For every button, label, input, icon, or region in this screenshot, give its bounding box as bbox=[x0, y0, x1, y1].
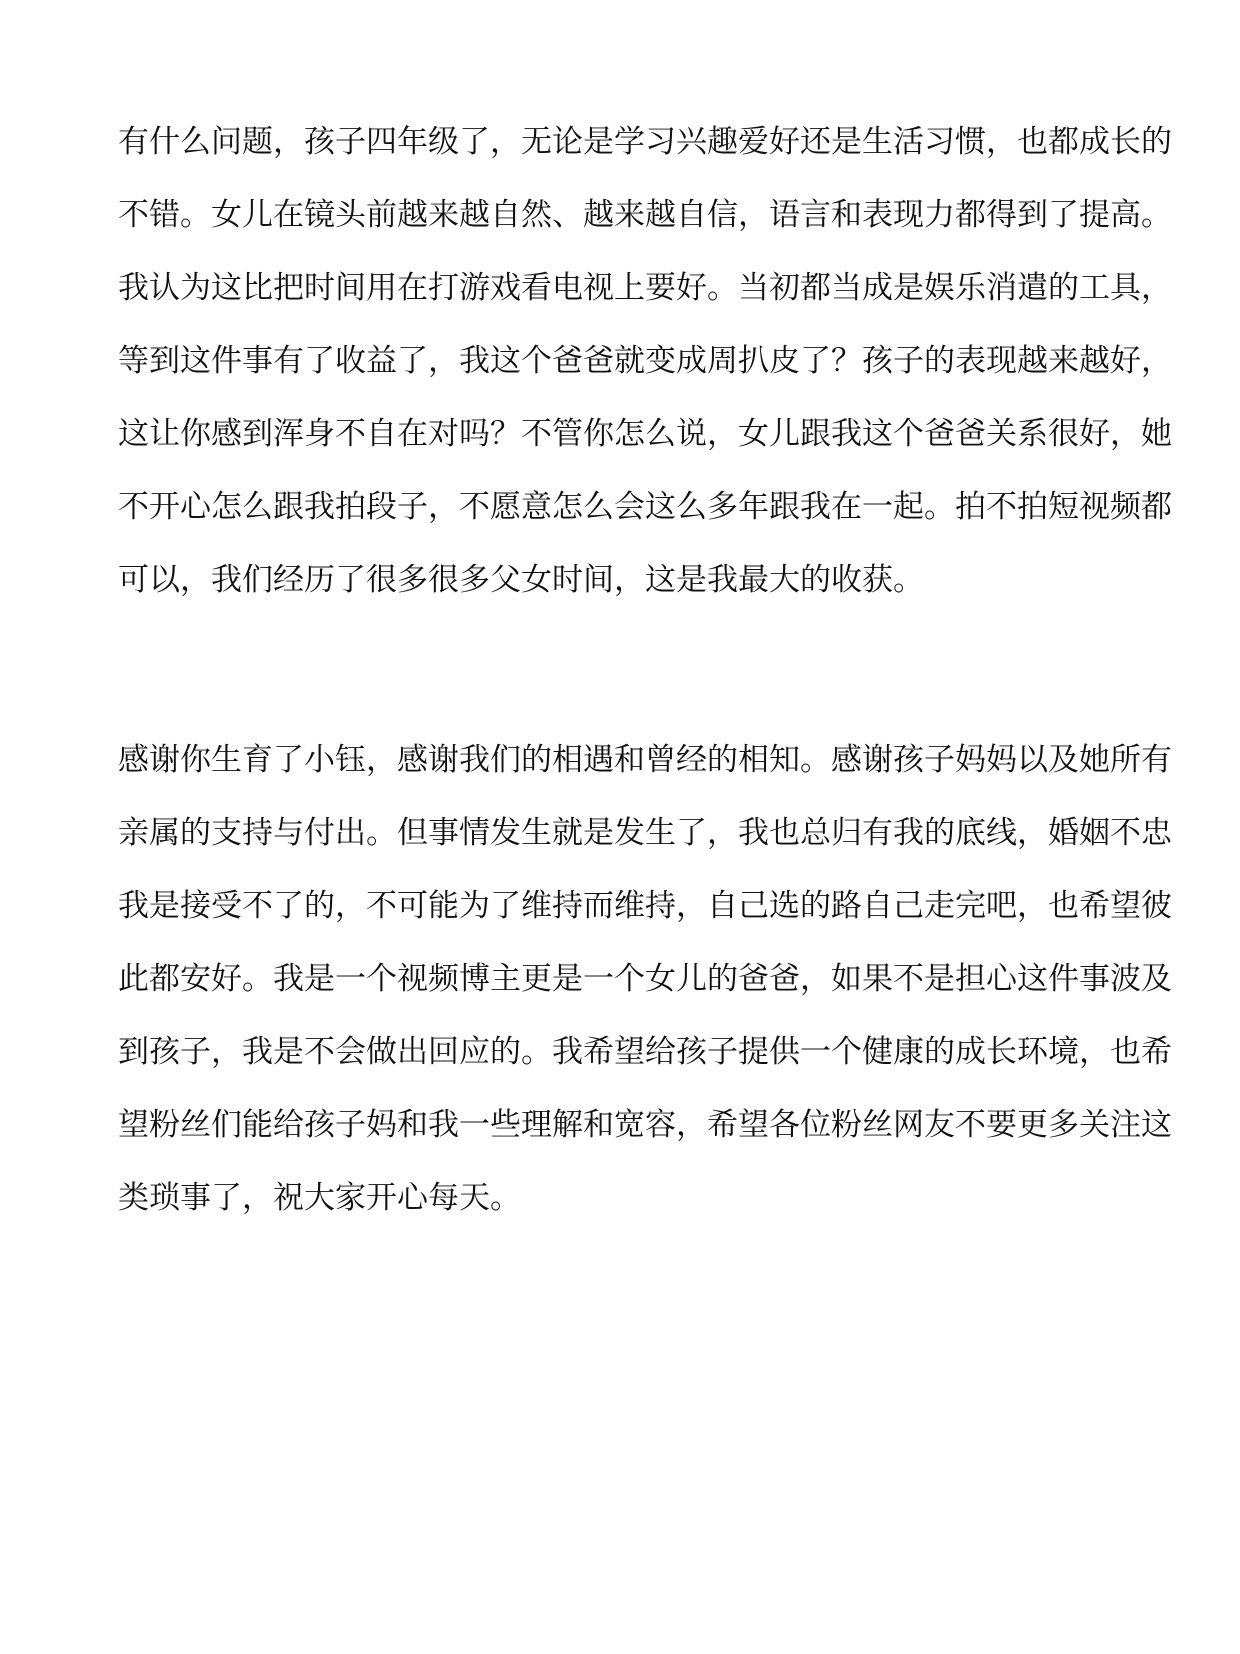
paragraph-line: 亲属的支持与付出。但事情发生就是发生了，我也总归有我的底线，婚姻不忠 bbox=[118, 815, 1172, 851]
paragraph-line: 类琐事了，祝大家开心每天。 bbox=[118, 1180, 521, 1216]
paragraph-line: 此都安好。我是一个视频博主更是一个女儿的爸爸，如果不是担心这件事波及 bbox=[118, 961, 1172, 997]
paragraph-1 bbox=[118, 106, 1172, 617]
paragraph-line: 不错。女儿在镜头前越来越自然、越来越自信，语言和表现力都得到了提高。 bbox=[118, 197, 1172, 233]
paragraph-line: 我认为这比把时间用在打游戏看电视上要好。当初都当成是娱乐消遣的工具， bbox=[118, 270, 1172, 306]
paragraph-line: 这让你感到浑身不自在对吗？不管你怎么说，女儿跟我这个爸爸关系很好，她 bbox=[118, 416, 1172, 452]
paragraph-line: 可以，我们经历了很多很多父女时间，这是我最大的收获。 bbox=[118, 562, 924, 598]
paragraph-line: 到孩子，我是不会做出回应的。我希望给孩子提供一个健康的成长环境，也希 bbox=[118, 1034, 1172, 1070]
paragraph-line: 我是接受不了的，不可能为了维持而维持，自己选的路自己走完吧，也希望彼 bbox=[118, 888, 1172, 924]
paragraph-line: 不开心怎么跟我拍段子，不愿意怎么会这么多年跟我在一起。拍不拍短视频都 bbox=[118, 489, 1172, 525]
paragraph-2 bbox=[118, 724, 1172, 1235]
paragraph-line: 有什么问题，孩子四年级了，无论是学习兴趣爱好还是生活习惯，也都成长的 bbox=[118, 124, 1172, 160]
paragraph-line: 等到这件事有了收益了，我这个爸爸就变成周扒皮了？孩子的表现越来越好， bbox=[118, 343, 1172, 379]
paragraph-line: 感谢你生育了小钰，感谢我们的相遇和曾经的相知。感谢孩子妈妈以及她所有 bbox=[118, 742, 1172, 778]
paragraph-line: 望粉丝们能给孩子妈和我一些理解和宽容，希望各位粉丝网友不要更多关注这 bbox=[118, 1107, 1172, 1143]
